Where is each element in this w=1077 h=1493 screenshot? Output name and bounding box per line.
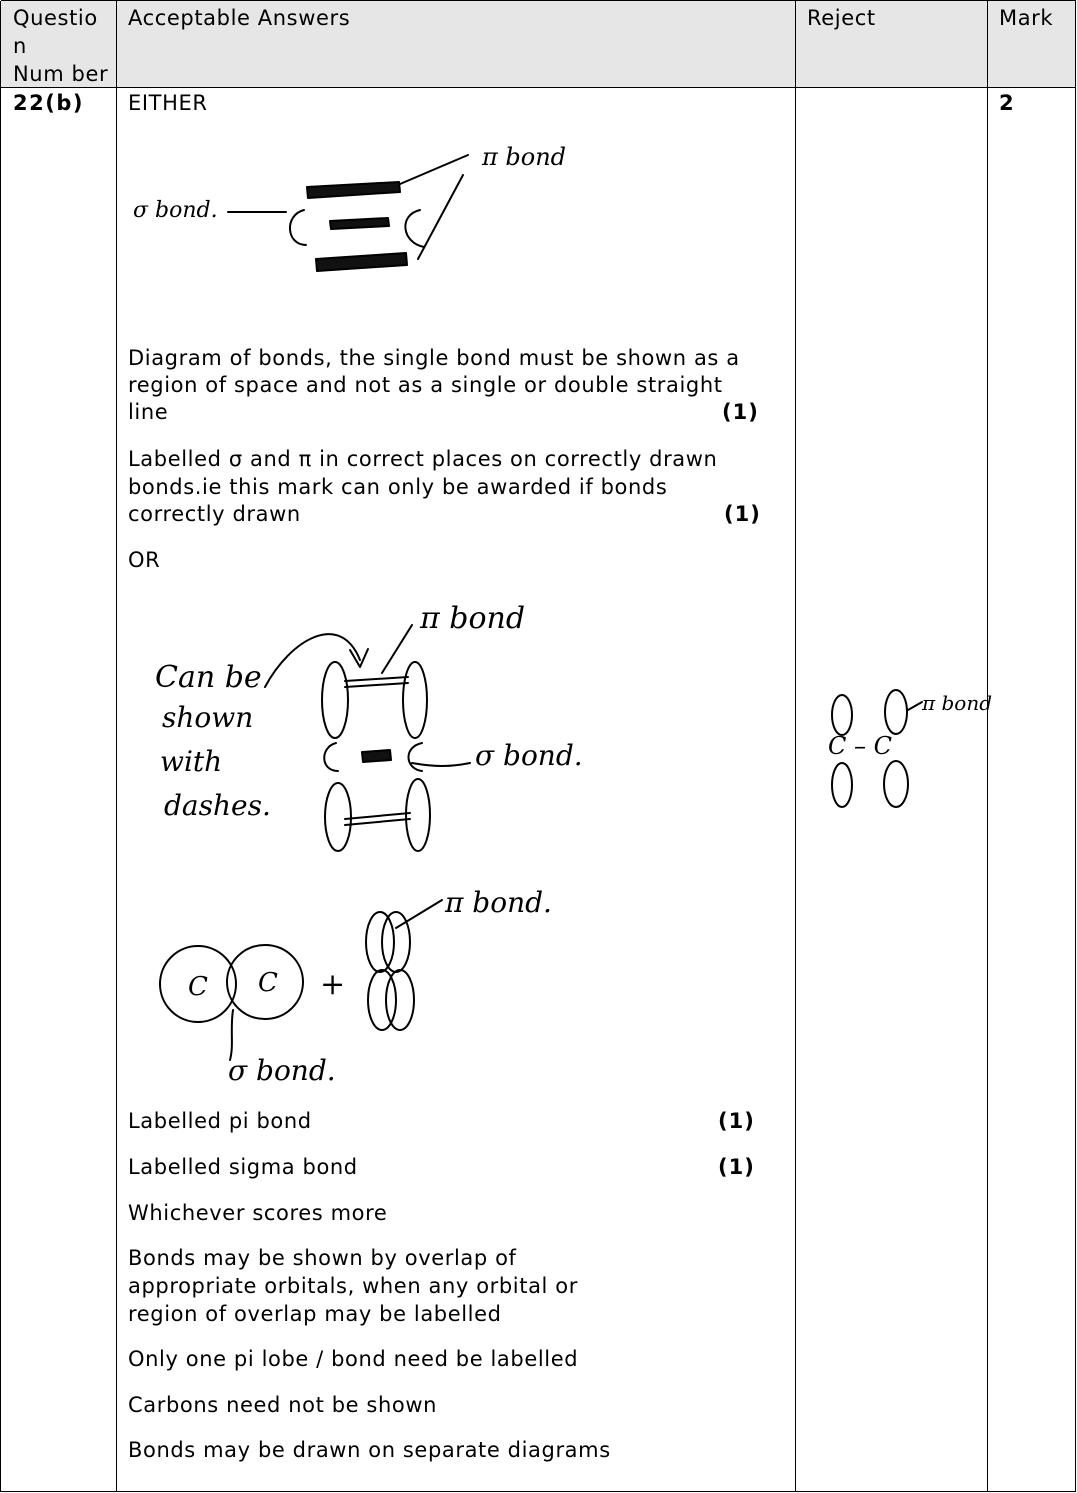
carbon-left	[324, 743, 338, 771]
p-lobe-bottom-right	[406, 779, 430, 851]
header-divider	[1, 87, 1076, 88]
pi-pointer-line	[382, 625, 412, 673]
reject-pointer-line	[908, 702, 922, 710]
sigma-bond-label: σ bond.	[228, 1054, 336, 1087]
bond-diagram-orbitals	[150, 880, 570, 1085]
bond-diagram-bars	[128, 135, 568, 285]
overlap-line3: region of overlap may be labelled	[128, 1302, 502, 1326]
reject-lobe-bottom-left	[832, 763, 852, 807]
carbons-text: Carbons need not be shown	[128, 1393, 437, 1417]
pi-bond-label: π bond.	[445, 886, 552, 919]
column-divider	[116, 1, 117, 1492]
pi-overlap-bottom	[345, 813, 410, 825]
header-question-number-line1: Questio	[13, 6, 98, 30]
pi-bond-label: π bond	[482, 143, 567, 171]
labelled-sigma: Labelled sigma bond	[128, 1155, 358, 1179]
only-one-text: Only one pi lobe / bond need be labelled	[128, 1347, 579, 1371]
header-reject: Reject	[807, 6, 876, 30]
carbon-right	[405, 210, 424, 247]
para1-line1: Diagram of bonds, the single bond must be shown as a	[128, 346, 740, 370]
reject-lobe-top-right	[885, 690, 907, 734]
para2-line2: bonds.ie this mark can only be awarded if bonds	[128, 475, 668, 499]
carbon-left-label: C	[188, 972, 208, 1002]
labelled-pi: Labelled pi bond	[128, 1109, 312, 1133]
sigma-bond-label: σ bond.	[475, 739, 583, 772]
header-acceptable-answers: Acceptable Answers	[128, 6, 351, 30]
note-line1: Can be	[155, 660, 262, 695]
question-id: 22(b)	[13, 91, 84, 115]
reject-pi-label: π bond	[922, 691, 993, 715]
column-divider	[795, 1, 796, 1492]
either-label: EITHER	[128, 91, 208, 115]
pi-bond-bar-bottom	[316, 253, 407, 271]
para2-line1: Labelled σ and π in correct places on correctly drawn	[128, 447, 718, 471]
sigma-pointer-line	[412, 763, 470, 766]
p-lobe-top-left	[322, 662, 348, 738]
para1-mark: (1)	[722, 400, 759, 424]
pi-lobe-bottom-left	[368, 970, 396, 1030]
carbon-left	[290, 210, 306, 245]
sigma-bond-bar	[362, 750, 391, 762]
pi-lobe-bottom-right	[386, 970, 414, 1030]
reject-lobe-bottom-right	[884, 761, 908, 807]
separate-text: Bonds may be drawn on separate diagrams	[128, 1438, 611, 1462]
p-lobe-top-right	[403, 662, 427, 738]
para2-mark: (1)	[724, 502, 761, 526]
pi-overlap-top	[345, 677, 408, 687]
sigma-pointer-line	[230, 1010, 233, 1060]
para1-line2: region of space and not as a single or double straight	[128, 373, 723, 397]
para2-line3: correctly drawn	[128, 502, 301, 526]
labelled-sigma-mark: (1)	[718, 1155, 755, 1179]
whichever-text: Whichever scores more	[128, 1201, 388, 1225]
p-lobe-bottom-left	[325, 783, 351, 851]
table-border-top	[1, 0, 1076, 1]
pi-bond-bar-top	[307, 182, 400, 198]
overlap-line2: appropriate orbitals, when any orbital or	[128, 1274, 578, 1298]
table-border-right	[1075, 1, 1076, 1492]
header-question-number-line3: Num ber	[13, 62, 109, 86]
header-mark: Mark	[999, 6, 1054, 30]
plus-sign: +	[320, 967, 346, 1002]
reject-lobe-top-left	[832, 695, 852, 735]
para1-line3: line	[128, 400, 169, 424]
pi-bond-label: π bond	[420, 601, 526, 636]
header-question-number-line2: n	[13, 34, 27, 58]
note-line4: dashes.	[164, 789, 271, 822]
total-mark: 2	[999, 91, 1015, 115]
table-border-left	[0, 1, 1, 1492]
pi-pointer-line-1	[393, 155, 468, 187]
or-label: OR	[128, 548, 161, 572]
pi-pointer-line	[396, 900, 442, 928]
carbon-right-label: C	[258, 968, 278, 998]
reject-atoms: C – C	[828, 732, 892, 760]
sigma-bond-bar	[330, 218, 389, 229]
reject-diagram	[820, 680, 993, 815]
pi-lobe-top-left	[366, 912, 394, 972]
note-line3: with	[160, 745, 223, 778]
table-border-bottom	[1, 1491, 1076, 1492]
note-line2: shown	[162, 701, 254, 734]
carbon-right	[408, 743, 422, 771]
bond-diagram-lobes	[150, 595, 590, 860]
overlap-line1: Bonds may be shown by overlap of	[128, 1246, 517, 1270]
labelled-pi-mark: (1)	[718, 1109, 755, 1133]
sigma-bond-label: σ bond.	[133, 198, 218, 223]
